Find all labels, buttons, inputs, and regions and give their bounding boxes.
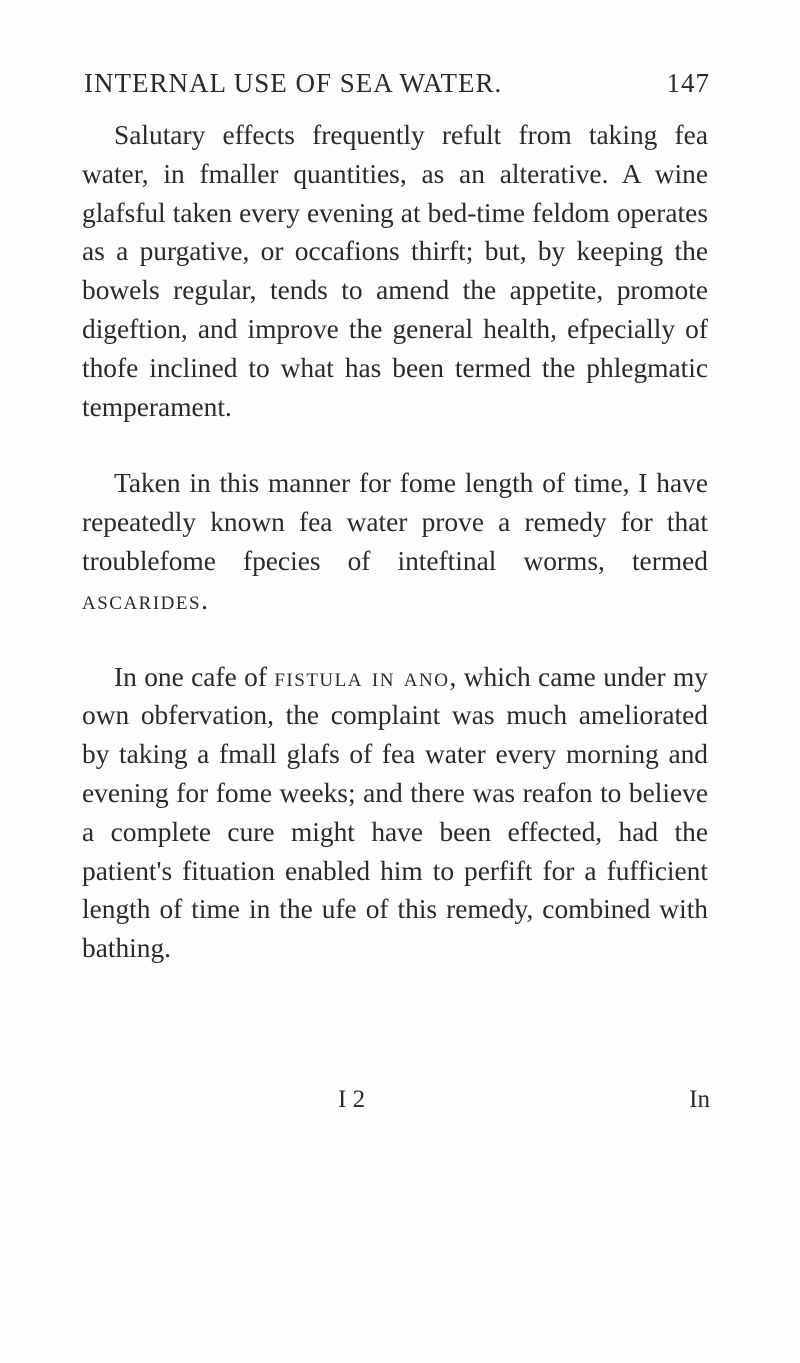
paragraph-ascarides — [82, 464, 708, 619]
paragraph-text: Taken in this manner for fome length of time, I have repeatedly known fea water prove a remedy for that troublefome fpecies of inteftinal worms, termed — [82, 468, 708, 576]
term-ascarides: ascarides — [82, 584, 202, 615]
paragraph-text: , which came under my own obfervation, the complaint was much ameliorated by taking a fmall glafs of fea water every morning and evening for fome weeks; and there was reafon to believe a complete cure might have been effected, had the patient's fituation enabled him to perfift for a fufficient length of time in the ufe of this remedy, combined with bathing. — [82, 661, 708, 964]
paragraph-text: . — [201, 584, 208, 615]
term-fistula-in-ano: fistula in ano — [274, 661, 450, 692]
page-header — [84, 68, 710, 108]
page-number: 147 — [666, 68, 710, 98]
running-head: INTERNAL USE OF SEA WATER. — [84, 68, 503, 98]
paragraph-fistula — [82, 658, 708, 968]
page-body — [82, 116, 708, 968]
page-footer — [84, 1086, 710, 1126]
catchword: In — [689, 1086, 710, 1113]
paragraph-salutary-effects: Salutary effects frequently refult from taking fea water, in fmaller quantities, as an alterative. A wine glafsful taken every evening at bed-time feldom operates as a purgative, or occafions thirft; but, by keeping the bowels regular, tends to amend the appetite, promote digeftion, and improve the general health, efpecially of thofe inclined to what has been termed the phlegmatic temperament. — [82, 120, 708, 422]
paragraph-text: In one cafe of — [114, 661, 275, 692]
signature-mark: I 2 — [338, 1086, 366, 1113]
